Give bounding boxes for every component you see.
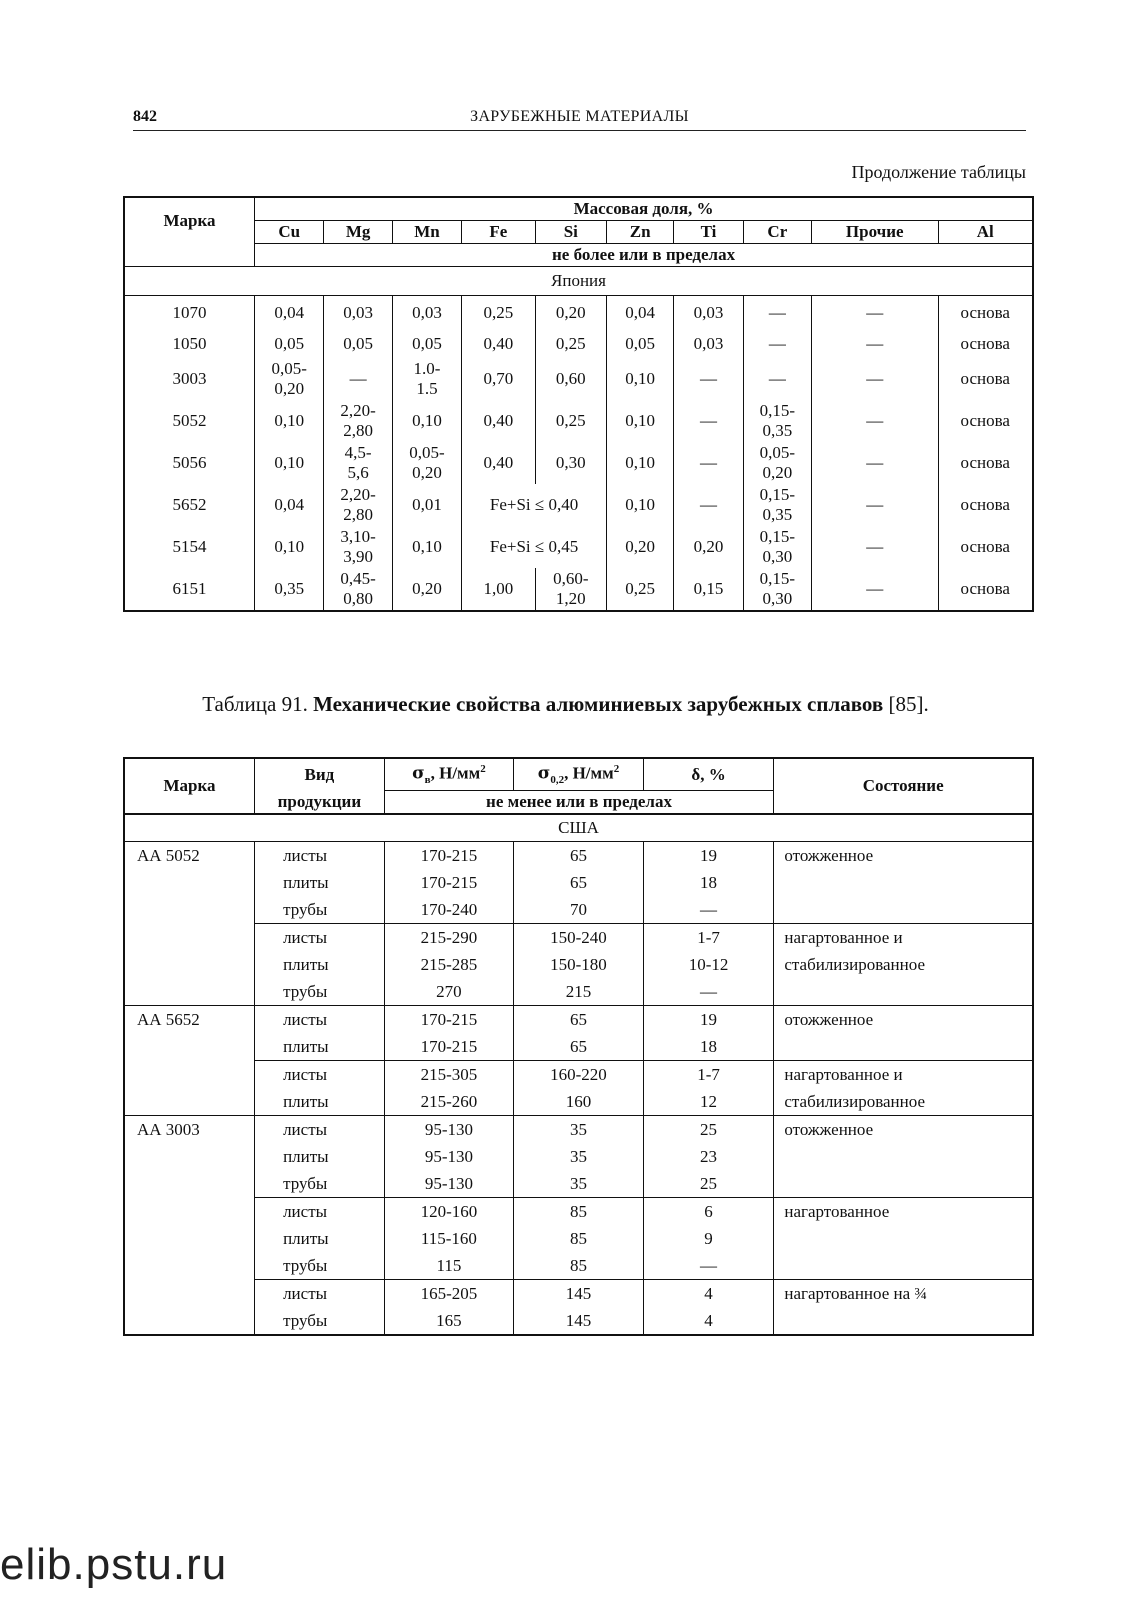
sigma-b-cell: 170-215 (384, 1033, 514, 1061)
table-row (124, 842, 1033, 870)
table-row (124, 330, 1033, 358)
value-cell: 3,10- 3,90 (324, 526, 392, 568)
element-header: Cr (743, 221, 811, 244)
sigma-b-cell: 215-260 (384, 1088, 514, 1116)
product-cell: листы (255, 1006, 385, 1034)
sigma-02-cell: 150-240 (514, 924, 644, 952)
product-cell: трубы (255, 978, 385, 1006)
delta-cell: 9 (643, 1225, 774, 1252)
continuation-note: Продолжение таблицы (851, 162, 1026, 182)
mark-cell: 3003 (124, 358, 255, 400)
delta-cell: 18 (643, 1033, 774, 1061)
sigma-02-cell: 35 (514, 1143, 644, 1170)
value-cell: 0,45- 0,80 (324, 568, 392, 611)
state-header: Состояние (774, 758, 1033, 814)
state-cell (774, 869, 1033, 896)
value-cell: — (324, 358, 392, 400)
value-cell: 0,04 (606, 296, 673, 331)
mark-cell (124, 869, 255, 896)
sigma-b-cell: 215-285 (384, 951, 514, 978)
element-header: Cu (255, 221, 324, 244)
state-cell: отожженное (774, 1116, 1033, 1144)
state-cell: отожженное (774, 842, 1033, 870)
value-cell: — (812, 484, 938, 526)
value-cell: 0,05- 0,20 (743, 442, 811, 484)
product-header-line1: Вид (255, 758, 385, 791)
mark-cell (124, 1225, 255, 1252)
delta-cell: 25 (643, 1116, 774, 1144)
state-cell (774, 1143, 1033, 1170)
table-row (124, 1061, 1033, 1089)
delta-cell: 23 (643, 1143, 774, 1170)
region-japan: Япония (124, 267, 1033, 296)
mark-cell (124, 1143, 255, 1170)
value-cell: — (812, 358, 938, 400)
value-cell: — (812, 296, 938, 331)
value-cell: — (674, 400, 743, 442)
product-cell: плиты (255, 1143, 385, 1170)
product-header-line2: продукции (255, 791, 385, 815)
value-cell: 0,10 (255, 442, 324, 484)
mark-cell: 5154 (124, 526, 255, 568)
value-cell: 0,15- 0,35 (743, 400, 811, 442)
value-cell: 0,15 (674, 568, 743, 611)
delta-cell: — (643, 978, 774, 1006)
value-cell: 0,15- 0,30 (743, 568, 811, 611)
mark-cell (124, 1170, 255, 1198)
table-row (124, 1006, 1033, 1034)
sigma-b-cell: 95-130 (384, 1170, 514, 1198)
value-cell: — (812, 526, 938, 568)
state-cell: нагартованное на ¾ (774, 1280, 1033, 1308)
mark-cell (124, 1061, 255, 1089)
delta-cell: 18 (643, 869, 774, 896)
watermark: elib.pstu.ru (0, 1540, 228, 1589)
value-cell: — (812, 400, 938, 442)
state-cell: стабилизированное (774, 1088, 1033, 1116)
value-cell: основа (938, 358, 1033, 400)
value-cell: 0,05 (392, 330, 461, 358)
sigma-02-cell: 215 (514, 978, 644, 1006)
mark-cell: 1070 (124, 296, 255, 331)
element-header: Fe (462, 221, 535, 244)
value-cell: 0,20 (392, 568, 461, 611)
value-cell: Fe+Si ≤ 0,40 (462, 484, 607, 526)
sigma-b-cell: 165 (384, 1307, 514, 1335)
table-row (124, 1116, 1033, 1144)
product-cell: листы (255, 1198, 385, 1226)
value-cell: 0,20 (606, 526, 673, 568)
product-cell: трубы (255, 896, 385, 924)
mark-cell: 1050 (124, 330, 255, 358)
mark-cell: 5052 (124, 400, 255, 442)
sigma-b-cell: 165-205 (384, 1280, 514, 1308)
value-cell: 0,15- 0,35 (743, 484, 811, 526)
table-row (124, 1280, 1033, 1308)
mark-cell: АА 5052 (124, 842, 255, 870)
value-cell: 0,03 (674, 330, 743, 358)
sigma-02-cell: 85 (514, 1225, 644, 1252)
value-cell: 0,10 (255, 526, 324, 568)
value-cell: 0,20 (535, 296, 606, 331)
value-cell: 2,20- 2,80 (324, 484, 392, 526)
delta-header: δ, % (643, 758, 774, 791)
sigma-02-header: $\sigma_{0,2}$, $Н/мм^2$ (514, 758, 644, 791)
sigma-b-cell: 115-160 (384, 1225, 514, 1252)
sigma-b-header: $\sigma_в$, $Н/мм^2$ (384, 758, 514, 791)
sigma-b-cell: 170-215 (384, 869, 514, 896)
value-cell: — (812, 330, 938, 358)
sigma-b-cell: 270 (384, 978, 514, 1006)
value-cell: 0,10 (392, 526, 461, 568)
element-header: Al (938, 221, 1033, 244)
value-cell: — (812, 568, 938, 611)
value-cell: — (743, 358, 811, 400)
state-cell: нагартованное и (774, 924, 1033, 952)
mark-header: Марка (124, 197, 255, 244)
table-row (124, 1033, 1033, 1061)
table-row (124, 924, 1033, 952)
state-cell (774, 1307, 1033, 1335)
value-cell: основа (938, 400, 1033, 442)
caption-prefix: Таблица 91. (202, 692, 308, 716)
mark-cell: АА 3003 (124, 1116, 255, 1144)
composition-table (123, 196, 1034, 612)
mark-cell (124, 1088, 255, 1116)
sigma-b-cell: 215-305 (384, 1061, 514, 1089)
value-cell: Fe+Si ≤ 0,45 (462, 526, 607, 568)
mark-cell (124, 951, 255, 978)
value-cell: 0,10 (255, 400, 324, 442)
element-header: Ti (674, 221, 743, 244)
value-cell: 1.0- 1.5 (392, 358, 461, 400)
product-cell: листы (255, 842, 385, 870)
value-cell: — (743, 296, 811, 331)
delta-cell: 4 (643, 1280, 774, 1308)
value-cell: основа (938, 484, 1033, 526)
mark-cell (124, 1033, 255, 1061)
state-cell (774, 1170, 1033, 1198)
value-cell: — (743, 330, 811, 358)
value-cell: 0,03 (392, 296, 461, 331)
state-cell (774, 1033, 1033, 1061)
region-usa: США (124, 814, 1033, 842)
delta-cell: 4 (643, 1307, 774, 1335)
value-cell: 0,25 (462, 296, 535, 331)
product-cell: трубы (255, 1252, 385, 1280)
state-cell: стабилизированное (774, 951, 1033, 978)
delta-cell: 12 (643, 1088, 774, 1116)
value-cell: 0,30 (535, 442, 606, 484)
delta-cell: 1-7 (643, 924, 774, 952)
value-cell: 0,03 (324, 296, 392, 331)
state-cell (774, 1252, 1033, 1280)
element-header: Mn (392, 221, 461, 244)
element-header: Прочие (812, 221, 938, 244)
product-cell: листы (255, 1061, 385, 1089)
mark-cell (124, 896, 255, 924)
mark-header: Марка (124, 758, 255, 814)
table-row (124, 869, 1033, 896)
sigma-02-cell: 35 (514, 1116, 644, 1144)
delta-cell: — (643, 896, 774, 924)
table-row (124, 358, 1033, 400)
product-cell: трубы (255, 1307, 385, 1335)
delta-cell: 1-7 (643, 1061, 774, 1089)
mark-cell (124, 1307, 255, 1335)
element-header: Mg (324, 221, 392, 244)
limits-header: не более или в пределах (255, 244, 1033, 267)
value-cell: 0,05 (606, 330, 673, 358)
value-cell: 0,70 (462, 358, 535, 400)
product-cell: трубы (255, 1170, 385, 1198)
table-row (124, 978, 1033, 1006)
value-cell: 0,05 (324, 330, 392, 358)
sigma-02-cell: 65 (514, 842, 644, 870)
table-row (124, 896, 1033, 924)
table-row (124, 568, 1033, 611)
table-row (124, 1307, 1033, 1335)
mark-cell: АА 5652 (124, 1006, 255, 1034)
table-row (124, 296, 1033, 331)
value-cell: основа (938, 526, 1033, 568)
value-cell: 0,04 (255, 484, 324, 526)
caption-ref: [85]. (888, 692, 929, 716)
product-cell: плиты (255, 1225, 385, 1252)
value-cell: 0,01 (392, 484, 461, 526)
table-caption (0, 692, 1131, 717)
value-cell: — (674, 442, 743, 484)
sigma-02-cell: 85 (514, 1198, 644, 1226)
sigma-b-cell: 95-130 (384, 1116, 514, 1144)
sigma-02-cell: 35 (514, 1170, 644, 1198)
mark-cell (124, 1252, 255, 1280)
value-cell: 0,15- 0,30 (743, 526, 811, 568)
value-cell: 0,25 (535, 400, 606, 442)
sigma-02-cell: 65 (514, 869, 644, 896)
state-cell (774, 896, 1033, 924)
caption-title: Механические свойства алюминиевых зарубежных сплавов (313, 692, 884, 716)
sigma-02-cell: 145 (514, 1307, 644, 1335)
value-cell: 0,35 (255, 568, 324, 611)
value-cell: — (674, 484, 743, 526)
sigma-02-cell: 160 (514, 1088, 644, 1116)
mass-fraction-header: Массовая доля, % (255, 197, 1033, 221)
value-cell: 0,10 (606, 442, 673, 484)
mark-cell: 5652 (124, 484, 255, 526)
table-row (124, 400, 1033, 442)
value-cell: — (674, 358, 743, 400)
mark-cell: 6151 (124, 568, 255, 611)
table-row (124, 526, 1033, 568)
value-cell: 0,25 (606, 568, 673, 611)
delta-cell: 25 (643, 1170, 774, 1198)
table-row (124, 1252, 1033, 1280)
mark-cell: 5056 (124, 442, 255, 484)
product-cell: плиты (255, 951, 385, 978)
delta-cell: 6 (643, 1198, 774, 1226)
mark-cell (124, 924, 255, 952)
table-row (124, 484, 1033, 526)
table-row (124, 1088, 1033, 1116)
value-cell: 0,20 (674, 526, 743, 568)
sigma-b-cell: 215-290 (384, 924, 514, 952)
value-cell: 0,40 (462, 330, 535, 358)
value-cell: 0,60- 1,20 (535, 568, 606, 611)
value-cell: 0,40 (462, 442, 535, 484)
sigma-02-cell: 65 (514, 1006, 644, 1034)
sigma-02-cell: 65 (514, 1033, 644, 1061)
state-cell: нагартованное и (774, 1061, 1033, 1089)
sigma-02-cell: 85 (514, 1252, 644, 1280)
page-header (133, 108, 1026, 131)
product-cell: листы (255, 924, 385, 952)
value-cell: — (812, 442, 938, 484)
mechanical-properties-table (123, 757, 1034, 1336)
value-cell: 0,10 (392, 400, 461, 442)
value-cell: 0,40 (462, 400, 535, 442)
delta-cell: 19 (643, 842, 774, 870)
delta-cell: — (643, 1252, 774, 1280)
delta-cell: 19 (643, 1006, 774, 1034)
value-cell: 1,00 (462, 568, 535, 611)
state-cell: нагартованное (774, 1198, 1033, 1226)
mark-cell (124, 1280, 255, 1308)
page-number: 842 (133, 108, 157, 125)
value-cell: основа (938, 568, 1033, 611)
sigma-02-cell: 70 (514, 896, 644, 924)
product-cell: плиты (255, 1033, 385, 1061)
running-title: ЗАРУБЕЖНЫЕ МАТЕРИАЛЫ (470, 108, 689, 125)
value-cell: 0,05 (255, 330, 324, 358)
value-cell: 4,5- 5,6 (324, 442, 392, 484)
value-cell: 0,10 (606, 400, 673, 442)
value-cell: 0,05- 0,20 (255, 358, 324, 400)
element-header: Si (535, 221, 606, 244)
state-cell (774, 978, 1033, 1006)
table-row (124, 1198, 1033, 1226)
state-cell (774, 1225, 1033, 1252)
value-cell: основа (938, 296, 1033, 331)
value-cell: 0,10 (606, 358, 673, 400)
limits-header: не менее или в пределах (384, 791, 774, 815)
product-cell: листы (255, 1280, 385, 1308)
value-cell: 0,03 (674, 296, 743, 331)
value-cell: 0,10 (606, 484, 673, 526)
table-row (124, 951, 1033, 978)
product-cell: плиты (255, 1088, 385, 1116)
sigma-02-cell: 160-220 (514, 1061, 644, 1089)
table-row (124, 442, 1033, 484)
sigma-02-cell: 150-180 (514, 951, 644, 978)
sigma-b-cell: 115 (384, 1252, 514, 1280)
mark-cell (124, 1198, 255, 1226)
value-cell: основа (938, 442, 1033, 484)
value-cell: 0,04 (255, 296, 324, 331)
value-cell: 0,25 (535, 330, 606, 358)
value-cell: 2,20- 2,80 (324, 400, 392, 442)
element-header: Zn (606, 221, 673, 244)
value-cell: основа (938, 330, 1033, 358)
sigma-02-cell: 145 (514, 1280, 644, 1308)
product-cell: плиты (255, 869, 385, 896)
value-cell: 0,60 (535, 358, 606, 400)
sigma-b-cell: 170-240 (384, 896, 514, 924)
table-row (124, 1225, 1033, 1252)
table-row (124, 1143, 1033, 1170)
sigma-b-cell: 170-215 (384, 842, 514, 870)
table-row (124, 1170, 1033, 1198)
sigma-b-cell: 95-130 (384, 1143, 514, 1170)
mark-cell (124, 978, 255, 1006)
delta-cell: 10-12 (643, 951, 774, 978)
product-cell: листы (255, 1116, 385, 1144)
value-cell: 0,05- 0,20 (392, 442, 461, 484)
state-cell: отожженное (774, 1006, 1033, 1034)
sigma-b-cell: 120-160 (384, 1198, 514, 1226)
sigma-b-cell: 170-215 (384, 1006, 514, 1034)
